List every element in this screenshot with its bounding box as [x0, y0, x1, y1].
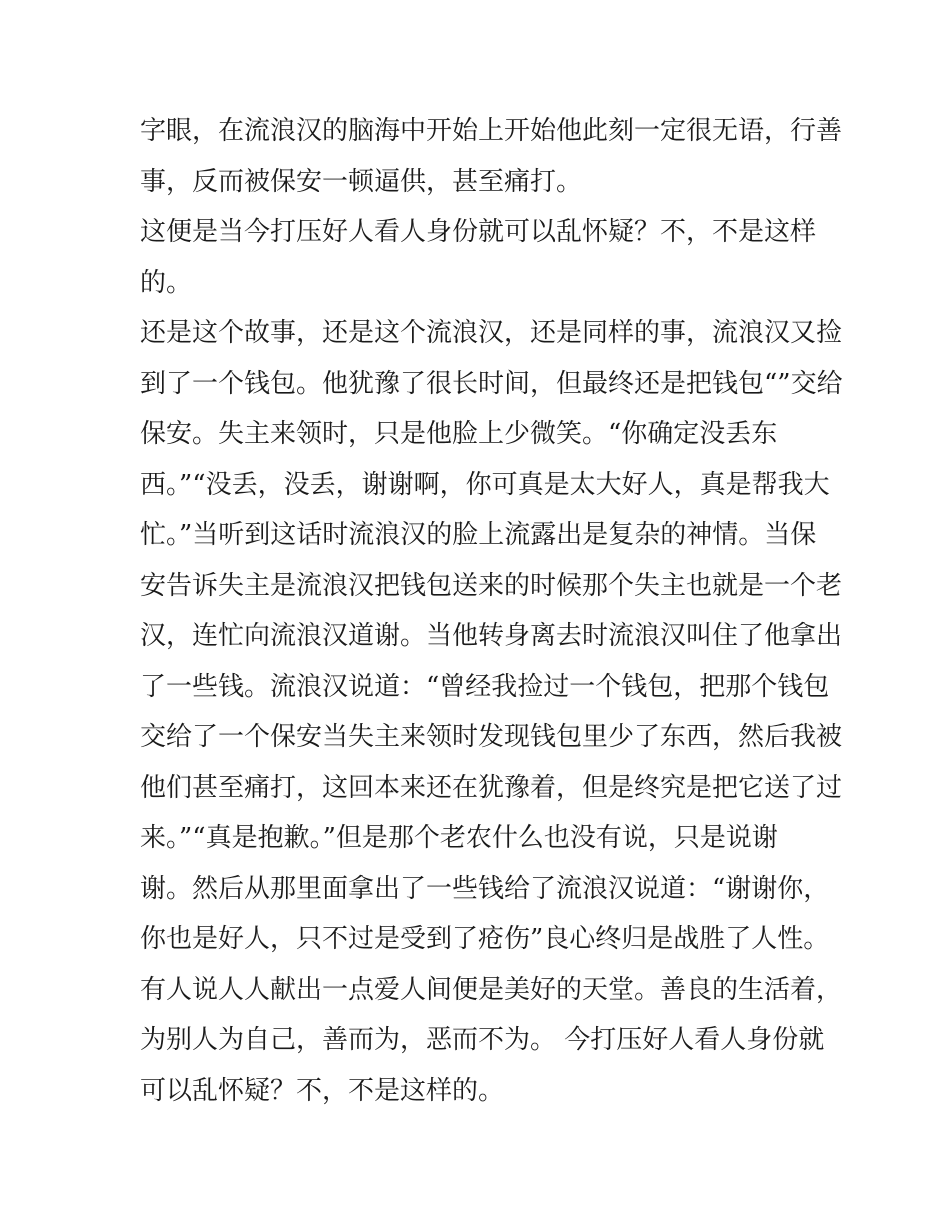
text-line: 来。”“真是抱歉。”但是那个老农什么也没有说，只是说谢: [140, 823, 778, 853]
body-text: [140, 106, 843, 1116]
text-line: 到了一个钱包。他犹豫了很长时间，但最终还是把钱包“”交给: [140, 368, 843, 399]
text-line: 还是这个故事，还是这个流浪汉，还是同样的事，流浪汉又捡: [140, 318, 843, 348]
text-line: 事，反而被保安一顿逼供，甚至痛打。: [140, 166, 583, 197]
text-line: 保安。失主来领时，只是他脸上少微笑。“你确定没丢东: [140, 419, 778, 449]
text-line: 忙。”当听到这话时流浪汉的脸上流露出是复杂的神情。当保: [140, 520, 817, 550]
text-line: 可以乱怀疑？不，不是这样的。: [140, 1075, 505, 1106]
text-line: 这便是当今打压好人看人身份就可以乱怀疑？不，不是这样: [140, 217, 817, 247]
text-line: 交给了一个保安当失主来领时发现钱包里少了东西，然后我被: [140, 722, 843, 752]
text-line: 西。”“没丢，没丢，谢谢啊，你可真是太大好人，真是帮我大: [140, 469, 830, 500]
text-line: 谢。然后从那里面拿出了一些钱给了流浪汉说道：“谢谢你，: [140, 873, 830, 904]
text-line: 汉，连忙向流浪汉道谢。当他转身离去时流浪汉叫住了他拿出: [140, 621, 843, 651]
text-line: 了一些钱。流浪汉说道：“曾经我捡过一个钱包，把那个钱包: [140, 671, 830, 702]
text-line: 安告诉失主是流浪汉把钱包送来的时候那个失主也就是一个老: [140, 570, 843, 601]
text-line: 字眼，在流浪汉的脑海中开始上开始他此刻一定很无语，行善: [140, 116, 843, 146]
text-line: 他们甚至痛打，这回本来还在犹豫着，但是终究是把它送了过: [140, 772, 843, 803]
text-line: 为别人为自己，善而为，恶而不为。 今打压好人看人身份就: [140, 1025, 825, 1055]
text-line: 你也是好人，只不过是受到了疮伤”良心终归是战胜了人性。: [140, 924, 830, 954]
text-line: 有人说人人献出一点爱人间便是美好的天堂。善良的生活着，: [140, 974, 843, 1005]
text-line: 的。: [140, 267, 193, 298]
